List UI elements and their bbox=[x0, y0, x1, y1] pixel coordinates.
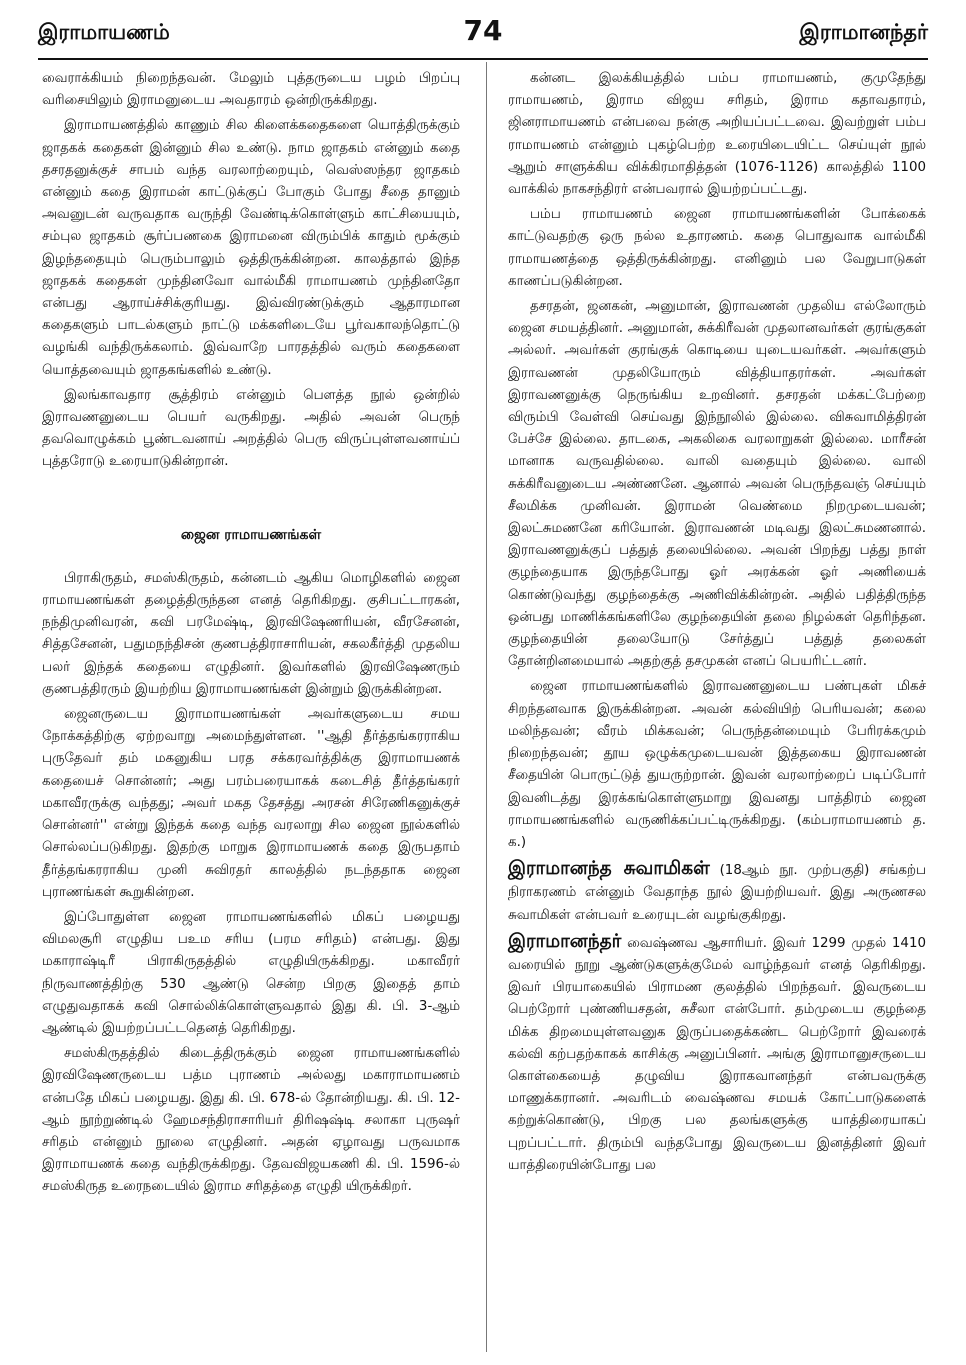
paragraph: பம்ப ராமாயணம் ஜைன ராமாயணங்களின் போக்கைக் காட்டுவதற்கு ஒரு நல்ல உதாரணம். கதை பொதுவாக வால்மீகி ராமாயணத்தை ஒத்திருக்கின்றது. எனினும் பல வேறுபாடுகள் காணப்படுகின்றன. bbox=[508, 207, 926, 289]
entry-text: வைஷ்ணவ ஆசாரியர். இவர் 1299 முதல் 1410 வரையில் நூறு ஆண்டுகளுக்குமேல் வாழ்ந்தவர் எனத் தெரிகிறது. இவர் பிரயாகையில் பிராமண குலத்தில் பிறந்தவர். இவருடைய பெற்றோர் புண்ணியசதன், சுசீலா என்போர். தம்முடைய குழந்தை மிக்க திறமையுள்ளவனுக இருப்பதைக்கண்ட பெற்றோர் இவரைக் கல்வி கற்பதற்காகக் காசிக்கு அனுப்பினர். அங்கு இராமானுசருடைய கொள்கையைத் தழுவிய இராகவானந்தர் என்பவருக்கு மாணுக்கரானர். அவரிடம் வைஷ்ணவ சமயக் கோட்பாடுகளைக் கற்றுக்கொண்டு, பிறகு பல தலங்களுக்கு யாத்திரையாகப் புறப்பட்டார். திரும்பி வந்தபோது இவருடைய இனத்தினர் இவர் யாத்திரையின்போது பல bbox=[508, 935, 926, 1173]
section-heading: ஜைன ராமாயணங்கள் bbox=[180, 526, 322, 543]
paragraph: இலங்காவதார சூத்திரம் என்னும் பௌத்த நூல் ஒன்றில் இராவணனுடைய பெயர் வருகிறது. அதில் அவன் பெருந் தவவொழுக்கம் பூண்டவனாய் அறத்தில் பெரு விருப்புள்ளவனாய்ப் புத்தரோடு உரையாடுகின்றான். bbox=[42, 387, 460, 470]
entry-ramanandar bbox=[508, 931, 926, 1177]
paragraph: கன்னட இலக்கியத்தில் பம்ப ராமாயணம், குமுதேந்து ராமாயணம், இராம விஜய சரிதம், இராம கதாவதாரம், ஜினராமாயணம் என்பவை நன்கு அறியப்பட்டவை. இவற்றுள் பம்ப ராமாயணம் என்னும் புகழ்பெற்ற உரையிடையிட்ட செய்யுள் நூல் ஆறும் சாளுக்கிய விக்கிரமாதித்தன் (1076-1126) காலத்தில் 1100 வாக்கில் நாகசந்திரர் என்பவரால் இயற்றப்பட்டது. bbox=[508, 71, 926, 198]
left-column bbox=[42, 68, 460, 1202]
entry-text: (18ஆம் நூ. முற்பகுதி) சங்கற்ப நிராகரணம் என்னும் வேதாந்த நூல் இயற்றியவர். இது அருணசல சுவாமிகள் என்பவர் உரையுடன் வழங்குகிறது. bbox=[508, 863, 926, 923]
paragraph: ஜைனருடைய இராமாயணங்கள் அவர்களுடைய சமய நோக்கத்திற்கு ஏற்றவாறு அமைந்துள்ளன. ''ஆதி தீர்த்தங்கரராகிய புருதேவர் தம் மகனுகிய பரத சக்கரவர்த்திக்கு இராமாயணக் கதையைச் சொன்னர்; அது பரம்பரையாகக் கடைசித் தீர்த்தங்கரர் மகாவீரருக்கு வந்தது; அவர் மகத தேசத்து அரசன் சிரேணிகனுக்குச் சொன்னர்'' என்று இந்தக் கதை வந்த வரலாறு சில ஜைன நூல்களில் சொல்லப்படுகிறது. இதற்கு மாறுக இராமாயணக் கதை இருபதாம் தீர்த்தங்கரராகிய முனி சுவிரதர் காலத்தில் நடந்ததாக ஜைன புராணங்கள் கூறுகின்றன. bbox=[42, 707, 460, 900]
page-header bbox=[38, 14, 928, 54]
entry-ramananda-swamigal bbox=[508, 858, 926, 927]
column-divider bbox=[486, 62, 487, 1352]
paragraph: இராமாயணத்தில் காணும் சில கிளைக்கதைகளை யொத்திருக்கும் ஜாதகக் கதைகள் இன்னும் சில உண்டு. நாம ஜாதகம் என்னும் கதை தசரதனுக்குச் சாபம் வந்த வரலாற்றையும், வெஸ்ஸந்தர ஜாதகம் என்னும் கதை இராமன் காட்டுக்குப் போகும் போது சீதை தானும் அவனுடன் வருவதாக வருந்தி வேண்டிக்கொள்ளும் காட்சியையும், சம்புல ஜாதகம் சூர்ப்பணகை இராமனை விரும்பிக் காதும் மூக்கும் இழந்ததையும் பெரும்பாலும் ஒத்திருக்கின்றன. காலத்தால் இந்த ஜாதகக் கதைகள் முந்தினவோ வால்மீகி ராமாயணம் முந்தினதோ என்பது ஆராய்ச்சிக்குரியது. இவ்விரண்டுக்கும் ஆதாரமான கதைகளும் பாடல்களும் நாட்டு மக்களிடையே பூர்வகாலந்தொட்டு வழங்கி வந்திருக்கலாம். இவ்வாறே பாரதத்தில் வரும் கதைகளை யொத்தவையும் ஜாதகங்களில் உண்டு. bbox=[42, 118, 460, 378]
header-rule bbox=[38, 58, 928, 60]
paragraph: தசரதன், ஜனகன், அனுமான், இராவணன் முதலிய எல்லோரும் ஜைன சமயத்தினர். அனுமான், சுக்கிரீவன் முதலானவர்கள் குரங்குகள் அல்லர். அவர்கள் குரங்குக் கொடியை யுடையவர்கள். அவர்களும் இராவணன் முதலியோரும் வித்தியாதரர்கள். அவர்கள் இராவணனுக்கு நெருங்கிய உறவினர். தசரதன் மக்கட்பேற்றை விரும்பி வேள்வி செய்வது இந்நூலில் இல்லை. விசுவாமித்திரன் பேச்சே இல்லை. தாடகை, அகலிகை வரலாறுகள் இல்லை. மாரீசன் மானாக வருவதில்லை. வாலி வதையும் இல்லை. வாலி சுக்கிரீவனுடைய அண்ணனே. ஆனால் அவன் பெருந்தவஞ் செய்யும் சீலமிக்க முனிவன். இராமன் வெண்மை நிறமுடையவன்; இலட்சுமணனே கரியோன். இராவணன் மடிவது இலட்சுமணனால். இராவணனுக்குப் பத்துத் தலையில்லை. அவன் பிறந்து பத்து நாள் குழந்தையாக இருந்தபோது ஓர் அரக்கன் ஓர் அணியைக் கொண்டுவந்து குழந்தைக்கு அணிவிக்கின்றன். அதில் பதித்திருந்த ஒன்பது மாணிக்கங்களிலே குழந்தையின் தலை நிழல்கள் தெரிந்தன. குழந்தையின் தலையோடு சேர்த்துப் பத்துத் தலைகள் தோன்றினமையால் அதற்குத் தசமுகன் எனப் பெயரிட்டனர். bbox=[508, 299, 926, 670]
right-column bbox=[508, 68, 926, 1180]
page-number: 74 bbox=[463, 14, 503, 47]
paragraph: இப்போதுள்ள ஜைன ராமாயணங்களில் மிகப் பழையது விமலசூரி எழுதிய பஉம சரிய (பரம சரிதம்) என்பது. இது மகாராஷ்டிரீ பிராகிருதத்தில் எழுதியிருக்கிறது. மகாவீரர் நிருவாணத்திற்கு 530 ஆண்டு சென்ற பிறகு இதைத் தாம் எழுதுவதாகக் கவி சொல்லிக்கொள்ளுவதால் இது கி. பி. 3-ஆம் ஆண்டில் இயற்றப்பட்டதெனத் தெரிகிறது. bbox=[42, 909, 460, 1036]
paragraph: வைராக்கியம் நிறைந்தவன். மேலும் புத்தருடைய பழம் பிறப்பு வரிசையிலும் இராமனுடைய அவதாரம் ஒன்றிருக்கிறது. bbox=[42, 71, 460, 109]
entry-head: இராமானந்தர் bbox=[508, 930, 622, 952]
paragraph: ஜைன ராமாயணங்களில் இராவணனுடைய பண்புகள் மிகச் சிறந்தனவாக இருக்கின்றன. அவன் கல்வியிற் பெரியவன்; கலை மலிந்தவன்; வீரம் மிக்கவன்; பெருந்தன்மையும் பேரிரக்கமும் நிறைந்தவன்; தூய ஒழுக்கமுடையவன் இத்தகைய இராவணன் சீதையின் பொருட்டுத் துயருற்றான். இவன் வரலாற்றைப் படிப்போர் இவனிடத்து இரக்கங்கொள்ளுமாறு இவனது பாத்திரம் ஜைன ராமாயணங்களில் வருணிக்கப்பட்டிருக்கிறது. (கம்பராமாயணம் த. க.) bbox=[508, 679, 926, 850]
paragraph: பிராகிருதம், சமஸ்கிருதம், கன்னடம் ஆகிய மொழிகளில் ஜைன ராமாயணங்கள் தழைத்திருந்தன எனத் தெரிகிறது. குசிபட்டாரகன், நந்திமுனிவரன், கவி பரமேஷ்டி, இரவிஷேணரியன், வீரசேனன், சித்தசேனன், பதுமநந்திசன் குணபத்திராசாரியன், சகலகீர்த்தி முதலிய பலர் இந்தக் கதையை எழுதினர். இவர்களில் இரவிஷேணரும் குணபத்திரரும் இயற்றிய இராமாயணங்கள் இன்றும் இருக்கின்றன. bbox=[42, 570, 460, 697]
entry-head: இராமானந்த சுவாமிகள் bbox=[508, 858, 710, 880]
header-right-title: இராமானந்தர் bbox=[799, 20, 928, 44]
header-left-title: இராமாயணம் bbox=[38, 20, 170, 44]
paragraph: சமஸ்கிருதத்தில் கிடைத்திருக்கும் ஜைன ராமாயணங்களில் இரவிஷேணருடைய பத்ம புராணம் அல்லது மகாராமாயணம் என்பதே மிகப் பழையது. இது கி. பி. 678-ல் தோன்றியது. கி. பி. 12-ஆம் நூற்றுண்டில் ஹேமசந்திராசாரியர் திரிஷஷ்டி சலாகா புருஷர் சரிதம் என்னும் நூலை எழுதினர். அதன் ஏழாவது பருவமாக இராமாயணக் கதை வந்திருக்கிறது. தேவவிஜயகணி கி. பி. 1596-ல் சமஸ்கிருத உரைநடையில் இராம சரிதத்தை எழுதி யிருக்கிறர். bbox=[42, 1046, 460, 1195]
